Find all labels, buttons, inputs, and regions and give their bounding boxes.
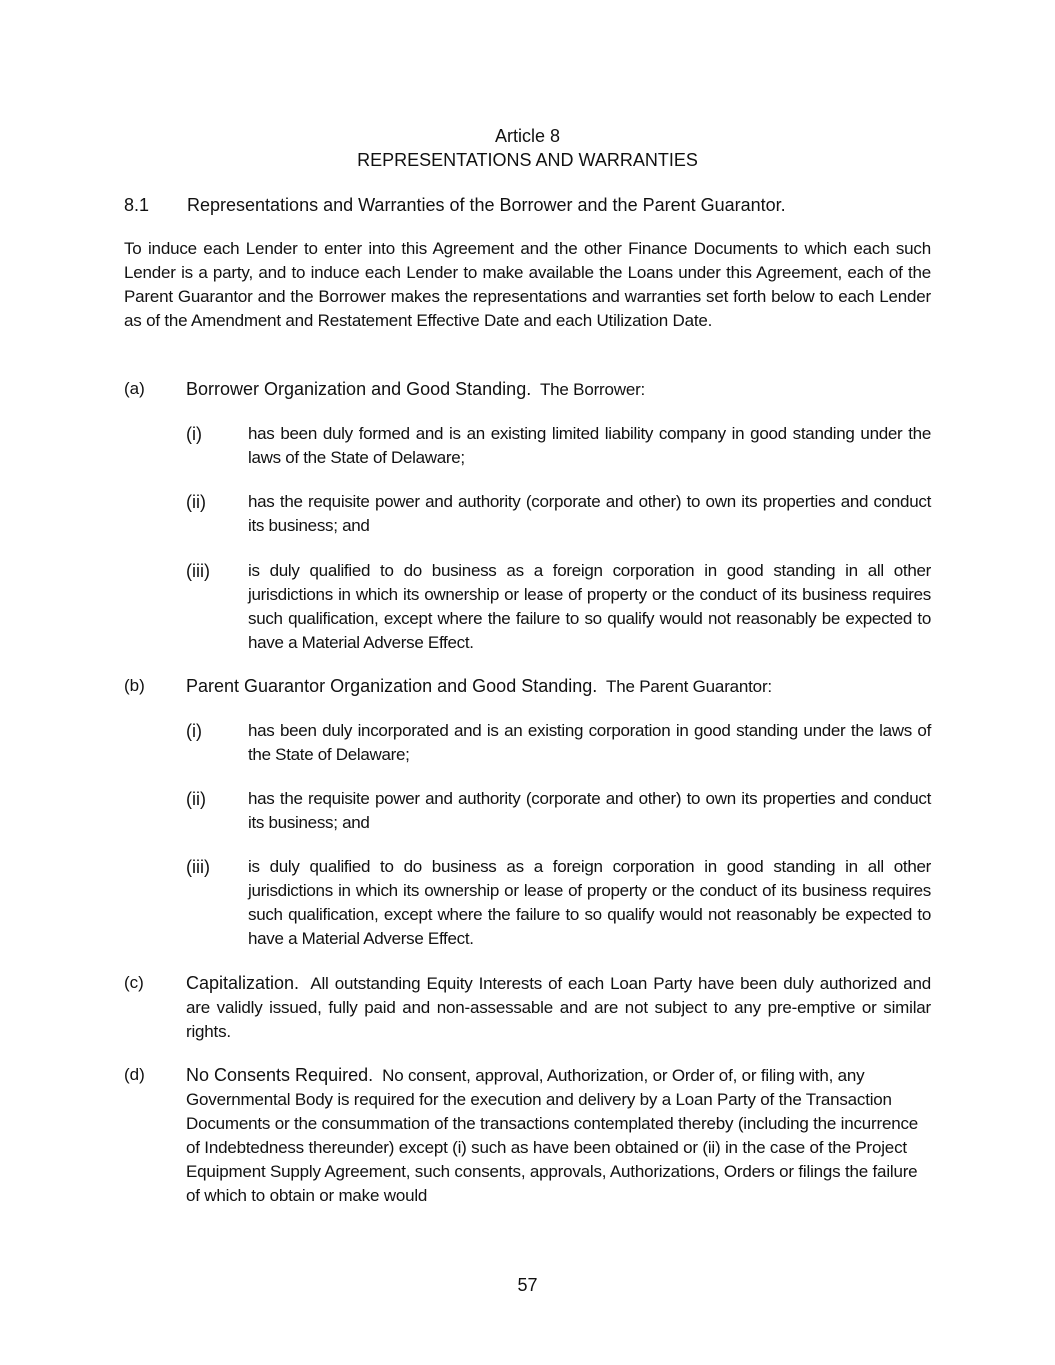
item-caption: Borrower Organization and Good Standing.	[186, 379, 532, 399]
item-caption: Capitalization.	[186, 973, 300, 993]
item-caption: Parent Guarantor Organization and Good Standing.	[186, 676, 598, 696]
subitem-text: is duly qualified to do business as a foreign corporation in good standing in all other jurisdictions in which its ownership or lease of property or the conduct of its business requires such qualification, except where the failure to so qualify would not reasonably be expected to have a Material Adverse Effect.	[248, 857, 931, 948]
item-label: (b)	[124, 676, 145, 695]
item-body	[186, 1063, 931, 1208]
subitem-label: (ii)	[186, 492, 206, 512]
article-title: Article 8	[494, 126, 561, 146]
item-body	[186, 971, 931, 1044]
subitem-text: has been duly incorporated and is an existing corporation in good standing under the laws of the State of Delaware;	[248, 721, 931, 764]
subitem-text: is duly qualified to do business as a foreign corporation in good standing in all other jurisdictions in which its ownership or lease of property or the conduct of its business requires such qualification, except where the failure to so qualify would not reasonably be expected to have a Material Adverse Effect.	[248, 561, 931, 652]
item-text: All outstanding Equity Interests of each Loan Party have been duly authorized and are validly issued, fully paid and non-assessable and are not subject to any pre-emptive or similar rights.	[186, 974, 931, 1041]
item-caption: No Consents Required.	[186, 1065, 374, 1085]
subitem-label: (i)	[186, 424, 202, 444]
item-label: (a)	[124, 379, 145, 398]
subitem-label: (iii)	[186, 561, 210, 581]
subitem-label: (iii)	[186, 857, 210, 877]
item-text: No consent, approval, Authorization, or Order of, or filing with, any Governmental Body is required for the execution and delivery by a Loan Party of the Transaction Documents or the consummation of the transactions contemplated thereby (including the incurrence of Indebtedness thereunder) except (i) such as have been obtained or (ii) in the case of the Project Equipment Supply Agreement, such consents, approvals, Authorizations, Orders or filings the failure of which to obtain or make would	[186, 1066, 919, 1205]
intro-paragraph: To induce each Lender to enter into this Agreement and the other Finance Documents to which each such Lender is a party, and to induce each Lender to make available the Loans under this Agreement, each of the Parent Guarantor and the Borrower makes the representations and warranties set forth below to each Lender as of the Amendment and Restatement Effective Date and each Utilization Date.	[124, 239, 931, 330]
subitem-label: (i)	[186, 721, 202, 741]
subitem-text: has the requisite power and authority (corporate and other) to own its properties and conduct its business; and	[248, 789, 931, 832]
item-label: (c)	[124, 973, 144, 992]
page-number: 57	[517, 1275, 538, 1295]
article-subtitle: REPRESENTATIONS AND WARRANTIES	[357, 150, 698, 170]
item-label: (d)	[124, 1065, 145, 1084]
item-body	[186, 377, 931, 402]
subitem-text: has the requisite power and authority (corporate and other) to own its properties and conduct its business; and	[248, 492, 931, 535]
subitem-text: has been duly formed and is an existing limited liability company in good standing under the laws of the State of Delaware;	[248, 424, 931, 467]
section-number: 8.1	[124, 195, 150, 215]
subitem-label: (ii)	[186, 789, 206, 809]
item-text: The Borrower:	[539, 380, 646, 399]
section-title: Representations and Warranties of the Borrower and the Parent Guarantor.	[187, 195, 786, 215]
item-body	[186, 674, 931, 699]
item-text: The Parent Guarantor:	[606, 677, 772, 696]
